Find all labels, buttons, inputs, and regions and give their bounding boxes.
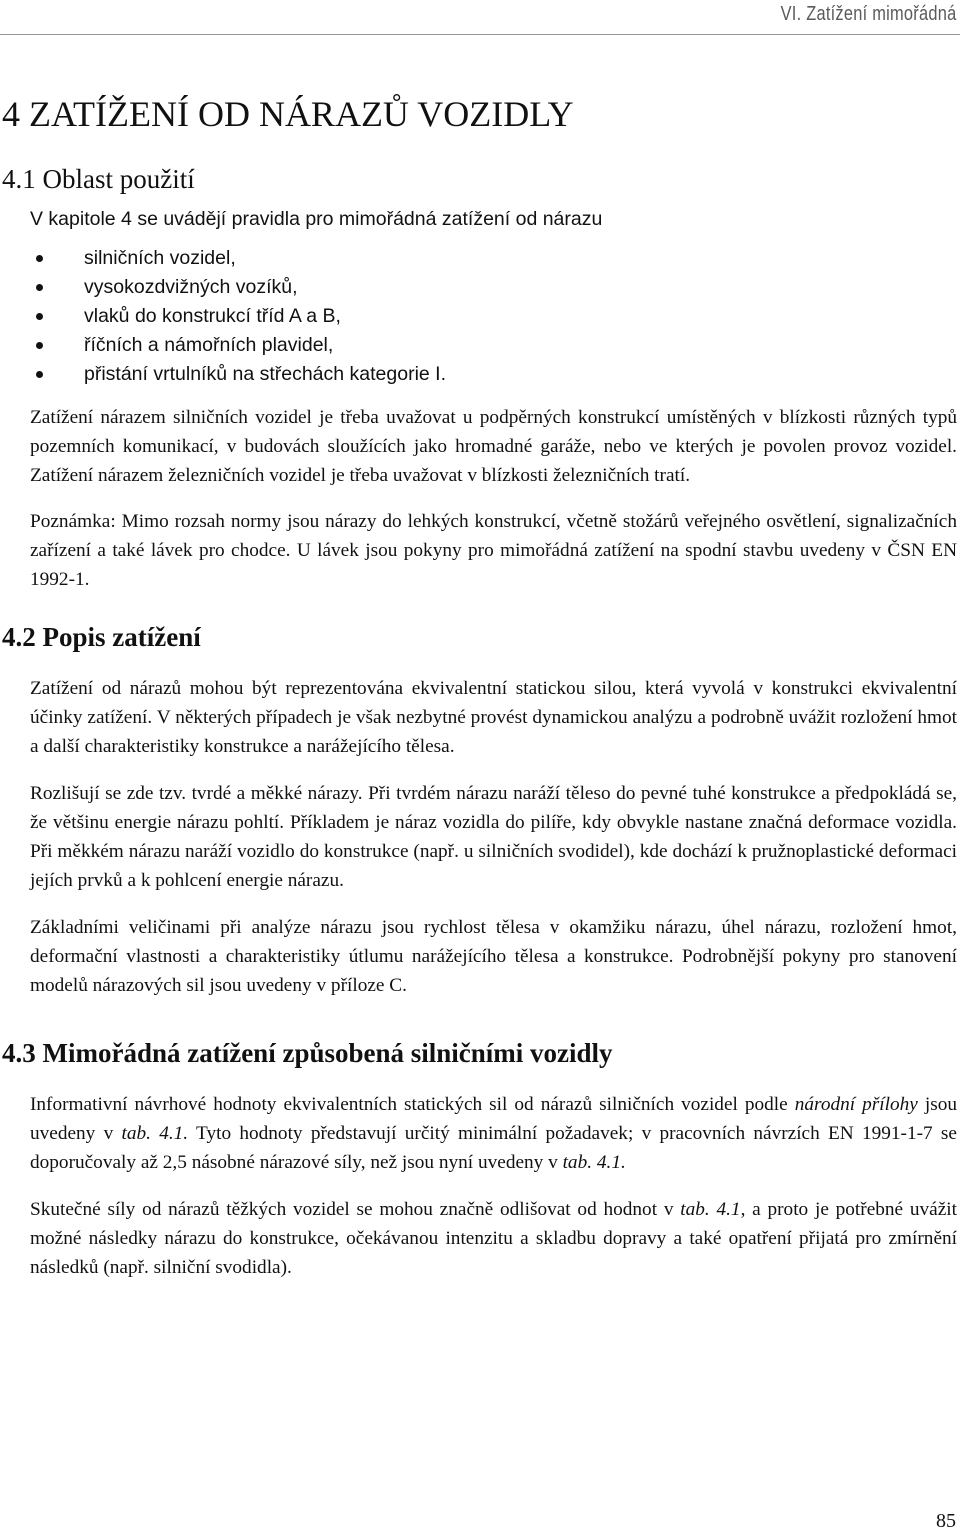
section-heading-4-1: 4.1 Oblast použití [2,164,195,194]
bullet-icon [36,313,43,320]
section-4-2-paragraph-2: Rozlišují se zde tzv. tvrdé a měkké nárazy. Při tvrdém nárazu naráží těleso do pevné tuhé konstrukce a předpokládá se, že většinu energie nárazu pohltí. Příkladem je náraz vozidla do pilíře, kdy obvykle nastane značná deformace vozidla. Při měkkém nárazu naráží vozidlo do konstrukce (např. u silničních svodidel), kde dochází k pružnoplastické deformaci jejích prvků a k pohlcení energie nárazu. [30,783,957,891]
chapter-title: VI. Zatížení mimořádná [780,3,956,25]
bullet-icon [36,284,43,291]
section-4-2-paragraph-3: Základními veličinami při analýze nárazu jsou rychlost tělesa v okamžiku nárazu, úhel nárazu, rozložení hmot, deformační vlastnosti a charakteristiky útlumu narážejícího tělesa a konstrukce. Podrobnější pokyny pro stanovení modelů nárazových sil jsou uvedeny v příloze C. [30,917,957,996]
bullet-icon [36,255,43,262]
page-number: 85 [936,1510,956,1532]
table-reference: tab. 4.1. [121,1123,189,1144]
section-4-1-intro: V kapitole 4 se uvádějí pravidla pro mimořádná zatížení od nárazu [30,208,603,230]
text-run: jsou uvedeny v [30,1094,957,1144]
section-heading-4-2: 4.2 Popis zatížení [2,622,201,652]
header-rule [0,34,960,35]
reference-national-annex: národní přílohy [794,1094,918,1115]
impact-type-list [30,244,960,389]
text-run: Informativní návrhové hodnoty ekvivalentních statických sil od nárazů silničních vozidel podle [30,1094,795,1115]
list-item-text: přistání vrtulníků na střechách kategorie I. [84,363,447,385]
bullet-icon [36,342,43,349]
list-item [30,273,960,302]
list-item [30,331,960,360]
list-item-text: vysokozdvižných vozíků, [84,276,298,298]
list-item-text: říčních a námořních plavidel, [84,334,334,356]
text-run: Skutečné síly od nárazů těžkých vozidel se mohou značně odlišovat od hodnot v [30,1199,681,1220]
text-run: Tyto hodnoty představují určitý minimální požadavek; v pracovních návrzích EN 1991-1-7 se doporučovaly až 2,5 násobné nárazové síly, než jsou nyní uvedeny v [30,1123,957,1173]
table-reference: tab. 4.1 [680,1199,741,1220]
list-item-text: silničních vozidel, [84,247,236,269]
text-run: , a proto je potřebné uvážit možné následky nárazu do konstrukce, očekávanou intenzitu a skladbu dopravy a také opatření přijatá pro zmírnění následků (např. silniční svodidla). [30,1199,957,1278]
main-title: 4 ZATÍŽENÍ OD NÁRAZŮ VOZIDLY [2,94,574,134]
list-item [30,244,960,273]
section-heading-4-3: 4.3 Mimořádná zatížení způsobená silničními vozidly [2,1038,613,1068]
bullet-icon [36,371,43,378]
section-4-1-note: Poznámka: Mimo rozsah normy jsou nárazy do lehkých konstrukcí, včetně stožárů veřejného osvětlení, signalizačních zařízení a také lávek pro chodce. U lávek jsou pokyny pro mimořádná zatížení na spodní stavbu uvedeny v ČSN EN 1992-1. [30,511,957,590]
list-item-text: vlaků do konstrukcí tříd A a B, [84,305,341,327]
list-item [30,360,960,389]
section-4-2-paragraph-1: Zatížení od nárazů mohou být reprezentována ekvivalentní statickou silou, která vyvolá v konstrukci ekvivalentní účinky zatížení. V některých případech je však nezbytné provést dynamickou analýzu a podrobně uvážit rozložení hmot a další charakteristiky konstrukce a narážejícího tělesa. [30,678,957,757]
section-4-3-paragraph-2 [30,1195,957,1282]
list-item [30,302,960,331]
table-reference: tab. 4.1. [562,1152,626,1173]
section-4-3-paragraph-1 [30,1090,957,1177]
section-4-1-paragraph: Zatížení nárazem silničních vozidel je třeba uvažovat u podpěrných konstrukcí umístěných v blízkosti různých typů pozemních komunikací, v budovách sloužících jako hromadné garáže, nebo ve kterých je povolen provoz vozidel. Zatížení nárazem železničních vozidel je třeba uvažovat v blízkosti železničních tratí. [30,407,957,486]
page-content [0,88,960,1282]
